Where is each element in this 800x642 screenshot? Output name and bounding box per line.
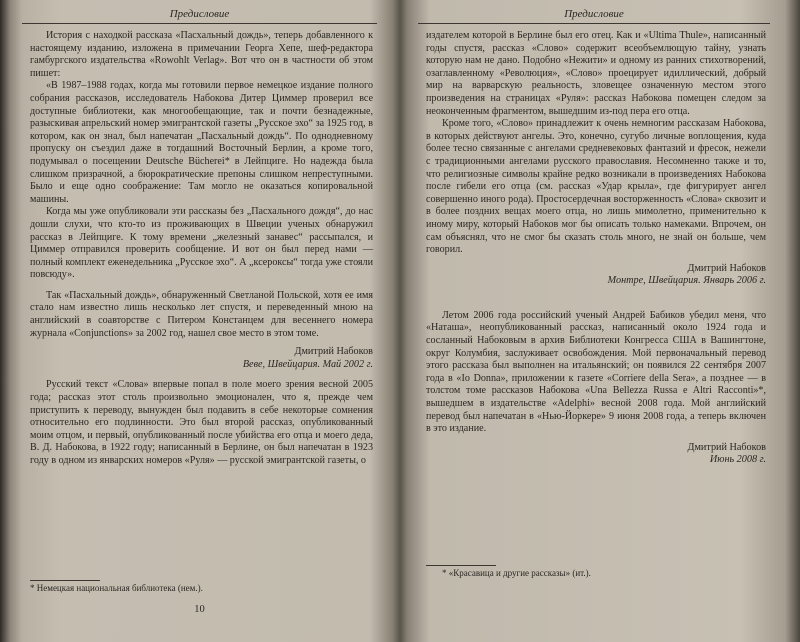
signature-place: Июнь 2008 г. xyxy=(709,454,766,466)
paragraph: Кроме того, «Слово» принадлежит к очень немногим рассказам Набокова, в которых действуют ангелы. Это, конечно, сугубо личные воплощения, куда более тесно связанные с ангелами средневековых фантазий и фресок, нежели с традиционными ангелами русского православия. Несомненно также и то, что религиозные символы крайне редко возникали в произведениях Набокова после гибели его отца (см. рассказ «Удар крыла», где фигурирует ангел совершенно иного рода). Простосердечная восторженность «Слова» сквозит и в более поздних вещах моего отца, но лишь мимолетно, применительно к иному миру, который Набоков мог бы описать только намеками. Впрочем, он сам объяснял, что не смог бы сказать столь много, не знай он больше, чем говорил. xyxy=(426,118,766,256)
signature-name: Дмитрий Набоков xyxy=(294,346,373,358)
paragraph: Летом 2006 года российский ученый Андрей Бабиков убедил меня, что «Наташа», неопубликованный рассказ, написанный около 1924 года и сосланный Набоковым в архив Библиотеки Конгресса США в Вашингтоне, округ Колумбия, заслуживает освобождения. Мой первоначальный перевод этого рассказа был выполнен на итальянский; он появился 22 сентября 2007 года в «Io Donna», приложении к газете «Corriere della Sera», а позднее — в толстом томе рассказов Набокова «Una Bellezza Russa e Altri Racconti»*, вышедшем в издательстве «Adelphi» весной 2008 года. Мой английский перевод был напечатан в «Нью-Йоркере» 9 июня 2008 года, а теперь включен в это издание. xyxy=(426,309,766,435)
footnote-rule xyxy=(30,580,100,581)
right-page-body xyxy=(426,30,766,473)
paragraph: «В 1987–1988 годах, когда мы готовили первое немецкое издание полного собрания рассказов, исследователь Набокова Дитер Циммер проверил все доступные библиотеки, как многообещающие, так и почти безнадежные, разыскивая апрельский номер эмигрантской газеты „Русское эхо“ за 1925 год, в котором, как он знал, был напечатан „Пасхальный дождь“. По однодневному пропуску он съездил даже в тогдашний Восточный Берлин, а кроме того, подумывал о посещении Deutsche Bücherei* в Лейпциге. Но надежда была слишком призрачной, а бюрократические препоны слишком непреступными. Было и еще одно соображение: Там могло не оказаться копировальной машины. xyxy=(30,80,373,205)
page-number: 10 xyxy=(194,604,205,615)
paragraph: История с находкой рассказа «Пасхальный дождь», теперь добавленного к настоящему изданию, изложена в примечании Георга Хепе, шеф-редактора гамбургского издательства «Rowohlt Verlag». Вот что он в частности об этом пишет: xyxy=(30,30,373,79)
paragraph: издателем которой в Берлине был его отец. Как и «Ultima Thule», написанный годы спустя, рассказ «Слово» содержит всеобъемлющую тайну, узнать которую нам не дано. Подобно «Нежити» и одному из ранних стихотворений, озаглавленному «Революция», «Слово» проецирует идиллический, добрый мир на варварскую реальность, зловещее означенную местом этого произведения на страницах «Руля»: рассказ Набокова помещен следом за неоконченным фрагментом, вышедшим из-под пера его отца. xyxy=(426,30,766,117)
left-page xyxy=(22,0,377,642)
signature-name: Дмитрий Набоков xyxy=(687,262,766,274)
signature-place: Монтре, Швейцария. Январь 2006 г. xyxy=(607,275,766,287)
left-page-body xyxy=(30,30,373,468)
signature-place: Веве, Швейцария. Май 2002 г. xyxy=(242,358,373,370)
footnote-rule xyxy=(426,565,496,566)
footnote: * «Красавица и другие рассказы» (ит.). xyxy=(442,568,591,578)
footnote: * Немецкая национальная библиотека (нем.). xyxy=(30,583,203,593)
running-head-right: Предисловие xyxy=(418,8,770,24)
paragraph: Так «Пасхальный дождь», обнаруженный Светланой Польской, хотя ее имя стало нам известно лишь несколько лет спустя, и переведенный мною на английский в соавторстве с Питером Констанцем для весеннего номера журнала «Conjunctions» за 2002 год, нашел свое место в этом томе. xyxy=(30,289,373,339)
right-page xyxy=(418,0,770,642)
running-head-left: Предисловие xyxy=(22,8,377,24)
signature-name: Дмитрий Набоков xyxy=(687,441,766,453)
paragraph: Когда мы уже опубликовали эти рассказы без „Пасхального дождя“, до нас дошли слухи, что кто-то из проживающих в Швеции ученых обнаружил рассказ в Лейпциге. К тому времени „железный занавес“ рассыпался, и Циммер отправился проверить сообщение. И вот он был перед нами — полный комплект еженедельника „Русское эхо“. А „ксероксы“ тогда уже стояли повсюду». xyxy=(30,206,373,281)
paragraph: Русский текст «Слова» впервые попал в поле моего зрения весной 2005 года; рассказ этот столь произвольно эмоционален, что я, прежде чем приступить к переводу, вынужден был подавить в себе некоторые сомнения относительно его подлинности. Это был второй рассказ, опубликованный моим отцом, и первый, опубликованный после убийства его отца и моего деда, В. Д. Набокова, в 1922 году; написанный в Берлине, он был напечатан в 1923 году в одном из январских номеров «Руля» — русской эмигрантской газеты, о xyxy=(30,379,373,466)
